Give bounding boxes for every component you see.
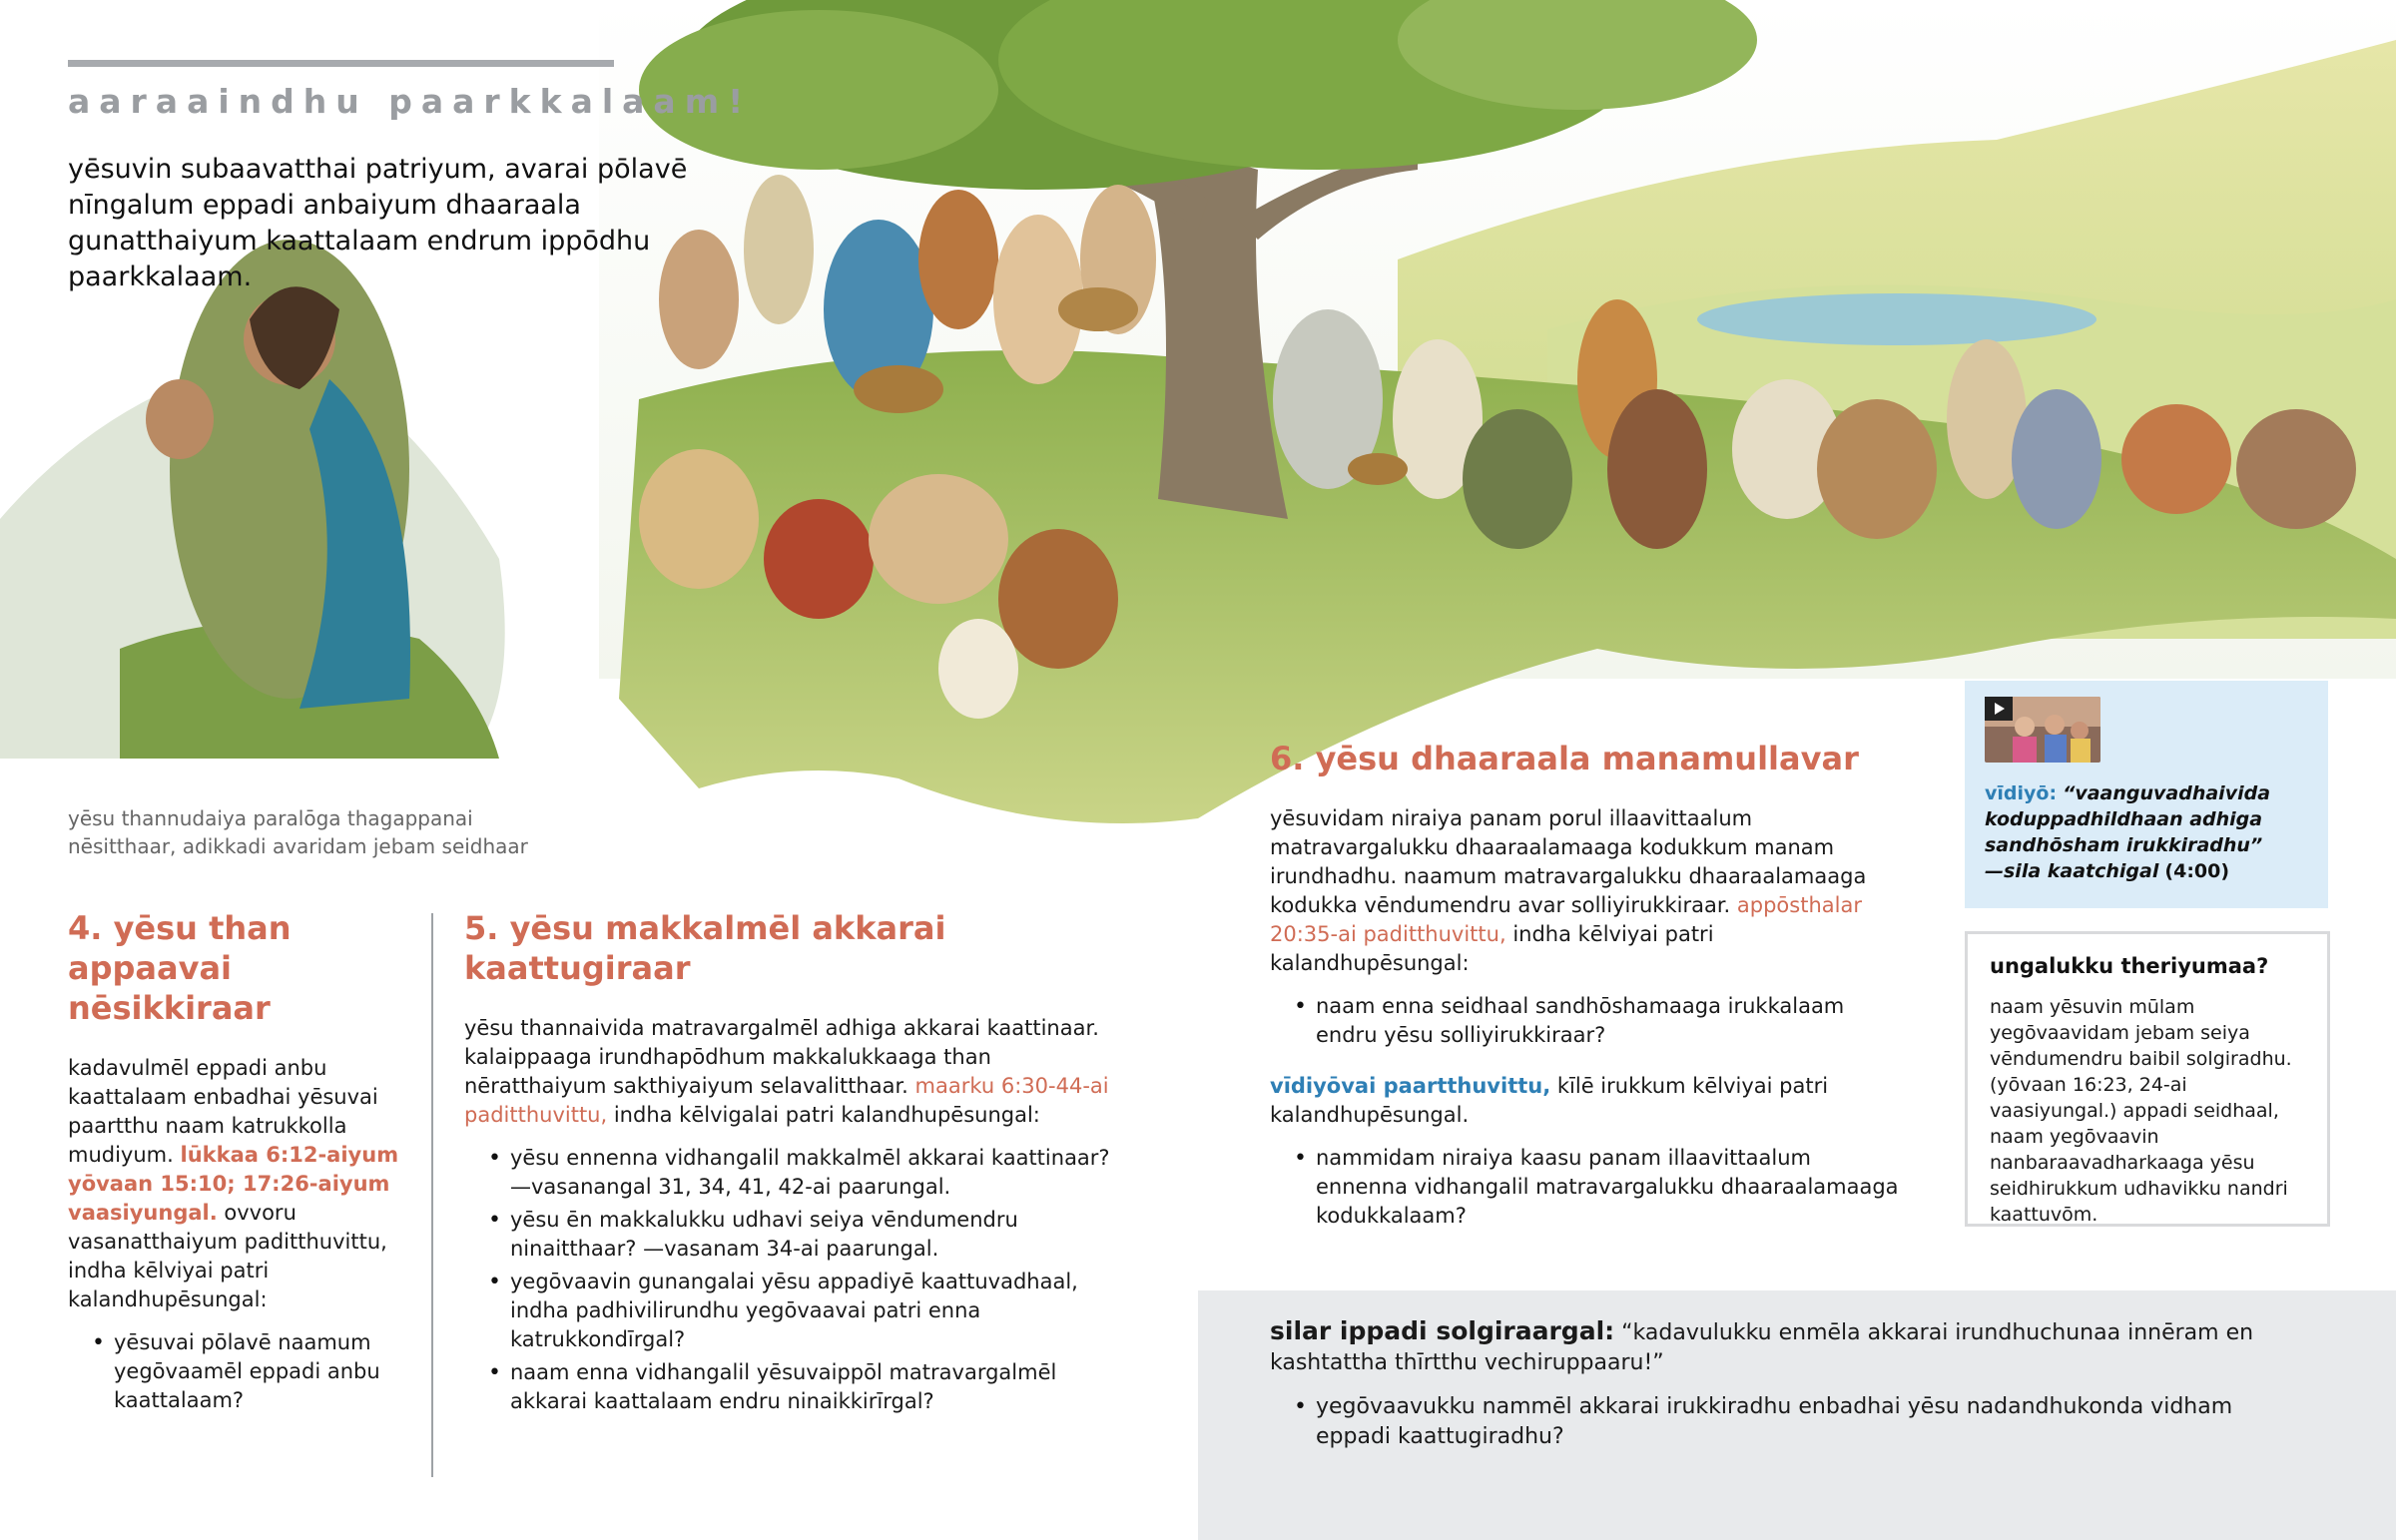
section-4-instruction: ovvoru vasanatthaiyum paditthuvittu, indha kēlviyai patri kalandhupēsungal:	[68, 1201, 387, 1311]
some-say-quote: “kadavulukku enmēla akkarai irundhuchunaa innēram en kashtattha thīrtthu vechiruppaaru!”	[1270, 1320, 2254, 1375]
section-6-video-instruction	[1270, 1072, 1899, 1130]
section-6	[1270, 739, 1899, 1235]
section-6-instruction: indha kēlviyai patri kalandhupēsungal:	[1270, 922, 1714, 975]
section-6-body	[1270, 804, 1899, 1231]
intro-kicker: aaraaindhu paarkkalaam!	[68, 82, 753, 121]
section-4-intro: kadavulmēl eppadi anbu kaattalaam enbadhai yēsuvai paartthu naam katrukkolla mudiyum.	[68, 1056, 378, 1167]
question-item: • nammidam niraiya kaasu panam illaavittaalum ennenna vidhangalil matravargalukku dhaaraalamaaga kodukkalaam?	[1316, 1144, 1899, 1231]
did-you-know-box	[1965, 931, 2330, 1227]
did-you-know-text: naam yēsuvin mūlam yegōvaavidam jebam seiya vēndumendru baibil solgiradhu. (yōvaan 16:23, 24-ai vaasiyungal.) appadi seidhaal, naam yegōvaavin nanbaraavadharkaaga yēsu seidhirukkum udhavikku nandri kaattuvōm.	[1990, 996, 2292, 1226]
intro-rule	[68, 60, 614, 67]
did-you-know-title: ungalukku theriyumaa?	[1990, 954, 2269, 978]
question-item: • yegōvaavukku nammēl akkarai irukkiradhu enbadhai yēsu nadandhukonda vidham eppadi kaattugiradhu?	[1316, 1392, 2288, 1452]
section-6-questions-b	[1270, 1144, 1899, 1231]
section-6-title: 6. yēsu dhaaraala manamullavar	[1270, 740, 1859, 777]
section-4	[68, 908, 407, 1419]
section-5-title: 5. yēsu makkalmēl akkarai kaattugiraar	[464, 909, 946, 987]
some-say-questions	[1270, 1392, 2288, 1452]
video-box[interactable]	[1965, 681, 2328, 908]
question-item: • naam enna vidhangalil yēsuvaippōl matravargalmēl akkarai kaattalaam endru ninaikkirīrgal?	[510, 1358, 1123, 1416]
section-6-scripture-link[interactable]: appōsthalar 20:35-ai paditthuvittu,	[1270, 893, 1862, 946]
section-4-questions	[68, 1328, 407, 1415]
question-item: • naam enna seidhaal sandhōshamaaga irukkalaam endru yēsu solliyirukkiraar?	[1316, 992, 1899, 1050]
some-say-band	[1198, 1290, 2396, 1540]
question-item: • yēsuvai pōlavē naamum yegōvaamēl eppadi anbu kaattalaam?	[114, 1328, 407, 1415]
video-link[interactable]: vīdiyōvai paartthuvittu,	[1270, 1074, 1551, 1098]
question-item: • yēsu ennenna vidhangalil makkalmēl akkarai kaattinaar? —vasanangal 31, 34, 41, 42-ai paarungal.	[510, 1144, 1123, 1202]
video-label: vīdiyō:	[1985, 782, 2058, 804]
intro-text: yēsuvin subaavatthai patriyum, avarai pōlavē nīngalum eppadi anbaiyum dhaaraala gunatthaiyum kaattalaam endrum ippōdhu paarkkalaam.	[68, 154, 688, 292]
video-duration: (4:00)	[2164, 860, 2230, 882]
video-title[interactable]: “vaanguvadhaivida koduppadhildhaan adhiga sandhōsham irukkiradhu”	[1985, 782, 2271, 856]
section-5	[464, 908, 1123, 1420]
column-divider	[431, 913, 433, 1477]
question-item: • yegōvaavin gunangalai yēsu appadiyē kaattuvadhaal, indha padhivilirundhu yegōvaavai patri enna katrukkondīrgal?	[510, 1268, 1123, 1354]
section-6-video-text: kīlē irukkum kēlviyai patri kalandhupēsungal.	[1270, 1074, 1829, 1127]
image-caption: yēsu thannudaiya paralōga thagappanai nēsitthaar, adikkadi avaridam jebam seidhaar	[68, 806, 528, 858]
some-say-content	[1270, 1316, 2288, 1456]
section-5-scripture-link[interactable]: maarku 6:30-44-ai paditthuvittu,	[464, 1074, 1109, 1127]
section-6-intro: yēsuvidam niraiya panam porul illaavittaalum matravargalukku dhaaraalamaaga kodukkum manam irundhadhu. naamum matravargalukku dhaaraalamaaga kodukka vēndumendru avar solliyirukkiraar.	[1270, 806, 1867, 917]
some-say-lead: silar ippadi solgiraargal:	[1270, 1316, 1615, 1345]
video-source: —sila kaatchigal	[1985, 860, 2159, 882]
section-5-questions	[464, 1144, 1123, 1416]
section-4-scripture-link[interactable]: lūkkaa 6:12-aiyum yōvaan 15:10; 17:26-aiyum vaasiyungal.	[68, 1143, 399, 1225]
section-4-body	[68, 1054, 407, 1415]
section-5-instruction: indha kēlvigalai patri kalandhupēsungal:	[607, 1103, 1040, 1127]
play-icon[interactable]	[1985, 697, 2013, 721]
question-item: • yēsu ēn makkalukku udhavi seiya vēndumendru ninaitthaar? —vasanam 34-ai paarungal.	[510, 1206, 1123, 1264]
section-4-title: 4. yēsu than appaavai nēsikkiraar	[68, 909, 292, 1027]
section-6-questions-a	[1270, 992, 1899, 1050]
video-description	[1985, 780, 2314, 884]
section-5-body	[464, 1014, 1123, 1416]
section-5-intro: yēsu thannaivida matravargalmēl adhiga akkarai kaattinaar. kalaippaaga irundhapōdhum makkalukkaaga than nēratthaiyum sakthiyaiyum selavalitthaar.	[464, 1016, 1099, 1098]
